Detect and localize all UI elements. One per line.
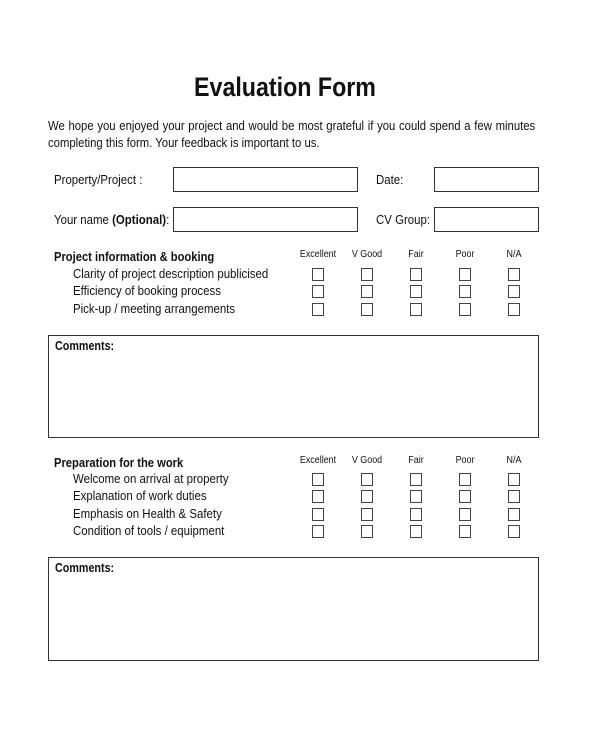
rating-column-header: Fair <box>408 248 424 260</box>
rating-checkbox-na[interactable] <box>508 525 520 538</box>
rating-checkbox-na[interactable] <box>508 473 520 486</box>
rating-checkbox-excellent[interactable] <box>312 303 324 316</box>
rating-checkbox-poor[interactable] <box>459 303 471 316</box>
rating-checkbox-vgood[interactable] <box>361 285 373 298</box>
rating-checkbox-vgood[interactable] <box>361 303 373 316</box>
comments-label: Comments: <box>55 339 115 353</box>
rating-column-header: N/A <box>506 248 522 260</box>
property-label: Property/Project : <box>54 172 143 187</box>
rating-checkbox-excellent[interactable] <box>312 525 324 538</box>
name-label-prefix: Your name <box>54 212 113 227</box>
rating-column-header: N/A <box>506 454 522 466</box>
rating-column-header: Fair <box>408 454 424 466</box>
comments-box[interactable] <box>48 335 539 438</box>
rating-checkbox-excellent[interactable] <box>312 473 324 486</box>
rating-checkbox-poor[interactable] <box>459 473 471 486</box>
rating-item-label: Condition of tools / equipment <box>73 522 225 538</box>
rating-checkbox-excellent[interactable] <box>312 285 324 298</box>
rating-checkbox-fair[interactable] <box>410 525 422 538</box>
section-heading: Project information & booking <box>54 249 215 264</box>
rating-checkbox-na[interactable] <box>508 285 520 298</box>
rating-checkbox-na[interactable] <box>508 303 520 316</box>
comments-box[interactable] <box>48 557 539 661</box>
rating-checkbox-fair[interactable] <box>410 268 422 281</box>
rating-checkbox-vgood[interactable] <box>361 525 373 538</box>
intro-line-1: We hope you enjoyed your project and would be most grateful if you could spend a few minutes <box>48 118 536 133</box>
rating-item-label: Pick-up / meeting arrangements <box>73 300 236 316</box>
rating-checkbox-poor[interactable] <box>459 268 471 281</box>
property-input[interactable] <box>173 167 358 192</box>
rating-checkbox-vgood[interactable] <box>361 268 373 281</box>
rating-checkbox-fair[interactable] <box>410 473 422 486</box>
rating-checkbox-poor[interactable] <box>459 490 471 503</box>
rating-item-label: Explanation of work duties <box>73 488 207 504</box>
section-heading: Preparation for the work <box>54 455 184 470</box>
name-label <box>54 212 169 227</box>
date-input[interactable] <box>434 167 539 192</box>
rating-column-header: Excellent <box>299 454 337 466</box>
rating-checkbox-excellent[interactable] <box>312 508 324 521</box>
rating-checkbox-excellent[interactable] <box>312 490 324 503</box>
date-label: Date: <box>376 172 404 187</box>
rating-checkbox-vgood[interactable] <box>361 490 373 503</box>
rating-checkbox-poor[interactable] <box>459 285 471 298</box>
rating-column-header: Excellent <box>299 248 337 260</box>
rating-checkbox-fair[interactable] <box>410 490 422 503</box>
rating-column-header: V Good <box>351 454 383 466</box>
rating-item-label: Efficiency of booking process <box>73 283 221 299</box>
name-label-suffix: : <box>166 212 170 227</box>
rating-checkbox-na[interactable] <box>508 508 520 521</box>
rating-checkbox-excellent[interactable] <box>312 268 324 281</box>
rating-checkbox-fair[interactable] <box>410 285 422 298</box>
rating-checkbox-poor[interactable] <box>459 525 471 538</box>
rating-column-header: V Good <box>351 248 383 260</box>
rating-checkbox-vgood[interactable] <box>361 508 373 521</box>
rating-checkbox-fair[interactable] <box>410 303 422 316</box>
rating-checkbox-na[interactable] <box>508 490 520 503</box>
comments-label: Comments: <box>55 561 115 575</box>
cv-group-input[interactable] <box>434 207 539 232</box>
cv-group-label: CV Group: <box>376 212 431 227</box>
rating-checkbox-na[interactable] <box>508 268 520 281</box>
rating-item-label: Welcome on arrival at property <box>73 471 229 486</box>
rating-checkbox-fair[interactable] <box>410 508 422 521</box>
rating-checkbox-poor[interactable] <box>459 508 471 521</box>
page-title: Evaluation Form <box>194 72 376 102</box>
rating-item-label: Emphasis on Health & Safety <box>73 505 222 521</box>
name-label-optional: (Optional) <box>112 212 167 227</box>
rating-checkbox-vgood[interactable] <box>361 473 373 486</box>
intro-line-2: completing this form. Your feedback is important to us. <box>48 135 320 150</box>
rating-column-header: Poor <box>455 248 475 260</box>
name-input[interactable] <box>173 207 358 232</box>
rating-item-label: Clarity of project description publicised <box>73 266 269 281</box>
rating-column-header: Poor <box>455 454 475 466</box>
